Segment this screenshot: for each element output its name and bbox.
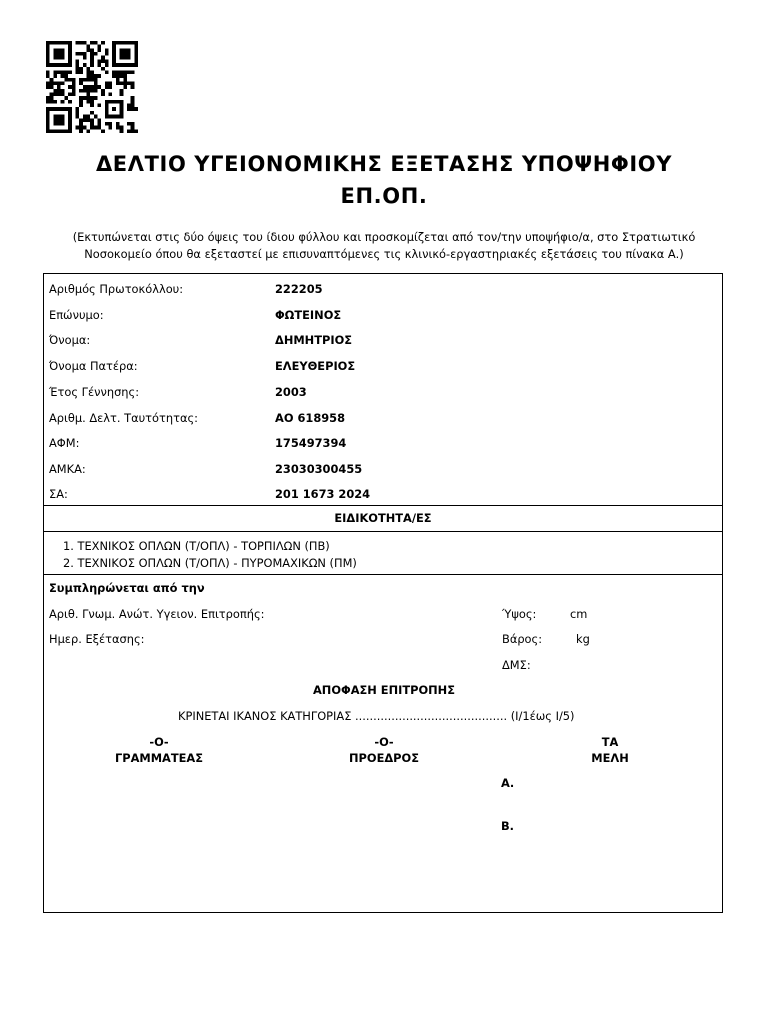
form-frame [43,273,723,913]
weight-unit: kg [576,632,590,646]
field-label: Επώνυμο: [49,308,104,322]
qr-code-icon [44,41,140,133]
candidate-info [44,274,722,505]
divider [44,574,722,575]
field-label: Όνομα Πατέρα: [49,359,138,373]
divider [44,531,722,532]
member-b-label: Β. [501,819,515,833]
field-label: Αριθμός Πρωτοκόλλου: [49,282,184,296]
field-row [44,377,722,403]
field-label: ΣΑ: [49,487,68,501]
field-label: Όνομα: [49,333,91,347]
list-item: 2. ΤΕΧΝΙΚΟΣ ΟΠΛΩΝ (Τ/ΟΠΛ) - ΠΥΡΟΜΑΧΙΚΩΝ (ΠΜ) [63,556,357,570]
exam-date-label: Ημερ. Εξέτασης: [49,632,145,646]
weight-label: Βάρος: [502,632,543,646]
note-line-1: (Εκτυπώνεται στις δύο όψεις του ίδιου φύλλου και προσκομίζεται από τον/την υποψήφιο/α, στο Στρατιωτικό [72,230,696,244]
field-value: 201 1673 2024 [275,487,371,501]
president-article: -Ο- [374,735,394,749]
committee-heading: Συμπληρώνεται από την [49,581,205,595]
members-label: ΜΕΛΗ [591,751,629,765]
note-line-2: Νοσοκομείο όπου θα εξεταστεί με επισυναπτόμενες τις κλινικό-εργαστηριακές εξετάσεις του πίνακα Α.) [84,247,684,261]
height-unit: cm [570,607,588,621]
field-value: ΑΟ 618958 [275,411,346,425]
specialties-list [63,538,357,572]
field-row [44,351,722,377]
verdict-line: ΚΡΙΝΕΤΑΙ ΙΚΑΝΟΣ ΚΑΤΗΓΟΡΙΑΣ .......................................... (Ι/1έως Ι/5) [178,709,575,723]
instructions-note [50,229,718,263]
field-label: ΑΦΜ: [49,436,80,450]
member-a-label: Α. [501,776,515,790]
document-title [0,148,768,212]
field-label: ΑΜΚΑ: [49,462,86,476]
decision-number-label: Αριθ. Γνωμ. Ανώτ. Υγειον. Επιτροπής: [49,607,265,621]
field-label: Αριθμ. Δελτ. Ταυτότητας: [49,411,198,425]
decision-title: ΑΠΟΦΑΣΗ ΕΠΙΤΡΟΠΗΣ [312,683,455,697]
field-value: 2003 [275,385,307,399]
field-row [44,300,722,326]
field-row [44,325,722,351]
field-value: 175497394 [275,436,347,450]
members-article: ΤΑ [601,735,619,749]
field-row [44,274,722,300]
height-label: Ύψος: [502,607,537,621]
title-line-1: ΔΕΛΤΙΟ ΥΓΕΙΟΝΟΜΙΚΗΣ ΕΞΕΤΑΣΗΣ ΥΠΟΨΗΦΙΟΥ [95,152,673,176]
field-value: ΦΩΤΕΙΝΟΣ [275,308,342,322]
field-value: 23030300455 [275,462,363,476]
field-value: ΔΗΜΗΤΡΙΟΣ [275,333,353,347]
president-label: ΠΡΟΕΔΡΟΣ [349,751,419,765]
field-row [44,428,722,454]
field-row [44,403,722,429]
field-value: 222205 [275,282,323,296]
secretary-label: ΓΡΑΜΜΑΤΕΑΣ [114,751,204,765]
specialties-header: ΕΙΔΙΚΟΤΗΤΑ/ΕΣ [334,511,432,525]
field-label: Έτος Γέννησης: [49,385,140,399]
secretary-article: -Ο- [149,735,169,749]
list-item: 1. ΤΕΧΝΙΚΟΣ ΟΠΛΩΝ (Τ/ΟΠΛ) - ΤΟΡΠΙΛΩΝ (ΠΒ) [63,539,330,553]
field-value: ΕΛΕΥΘΕΡΙΟΣ [275,359,356,373]
field-row [44,454,722,480]
title-line-2: ΕΠ.ΟΠ. [340,184,428,208]
bmi-label: ΔΜΣ: [502,658,531,672]
field-row [44,479,722,505]
